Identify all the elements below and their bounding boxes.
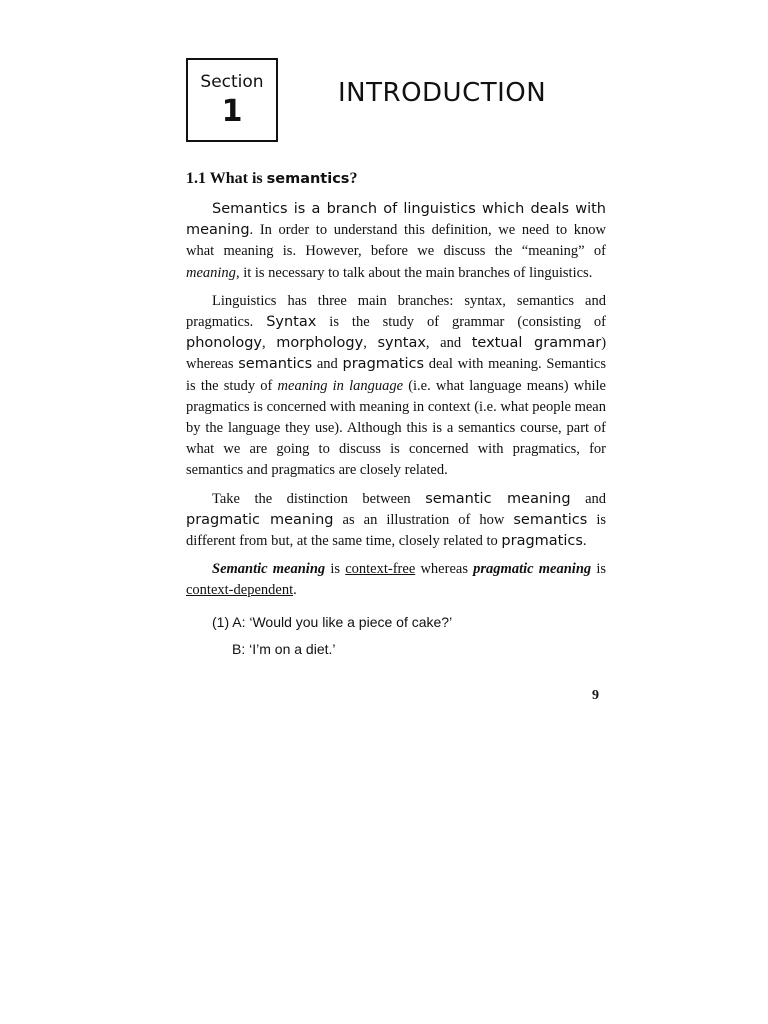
p2-text: and bbox=[312, 356, 343, 373]
p4-text: whereas bbox=[415, 561, 474, 578]
p2-italic: meaning in language bbox=[277, 377, 404, 394]
subheading-suffix: ? bbox=[349, 170, 358, 187]
p3-term-semantics: semantics bbox=[513, 511, 588, 528]
p4-underline: context-free bbox=[345, 561, 416, 578]
p2-text: ) whereas bbox=[186, 335, 607, 373]
paragraph-1 bbox=[186, 199, 606, 284]
p2-text: deal with meaning. Semantics is the study of bbox=[186, 356, 606, 394]
p1-text: . In order to understand this definition, we need to know what meaning is. However, before we discuss the “meaning” of bbox=[186, 222, 606, 260]
p1-italic: meaning bbox=[186, 264, 236, 281]
p4-text: is bbox=[325, 561, 346, 578]
p4-text: is bbox=[591, 561, 607, 578]
example-line-a: (1) A: ‘Would you like a piece of cake?’ bbox=[212, 613, 453, 630]
page-number: 9 bbox=[592, 688, 599, 703]
subheading-prefix: What is bbox=[209, 170, 263, 187]
p1-text-end: , it is necessary to talk about the main branches of linguistics. bbox=[235, 264, 593, 281]
p2-term-morphology: morphology bbox=[276, 335, 364, 352]
p2-text: , bbox=[363, 335, 378, 352]
p3-text: is different from but, at the same time, closely related to bbox=[186, 511, 606, 550]
p2-term-semantics: semantics bbox=[238, 356, 313, 373]
p2-term-phonology: phonology bbox=[186, 335, 263, 352]
paragraph-3 bbox=[186, 489, 606, 553]
subheading bbox=[186, 170, 357, 188]
p2-text-end: (i.e. what language means) while pragmatics is concerned with meaning in context (i.e. what people mean by the language they use). Although this is a semantics course, part of what we are going to discuss is concerned with pragmatics, for semantics and pragmatics are closely related. bbox=[186, 377, 606, 479]
p3-text: as an illustration of how bbox=[333, 511, 514, 528]
p1-definition: Semantics is a branch of linguistics which deals with meaning bbox=[186, 201, 606, 239]
section-box bbox=[186, 58, 278, 142]
body-text bbox=[186, 199, 606, 663]
p2-term-pragmatics: pragmatics bbox=[342, 356, 425, 373]
p4-text-end: . bbox=[293, 582, 297, 599]
section-label: Section bbox=[200, 72, 264, 92]
p2-text: , bbox=[262, 335, 277, 352]
paragraph-2 bbox=[186, 291, 606, 482]
p2-text: , and bbox=[425, 335, 472, 352]
p3-text: Take the distinction between bbox=[212, 490, 426, 507]
p4-underline-2: context-dependent bbox=[186, 582, 294, 599]
p2-text: Linguistics has three main branches: syntax, semantics and pragmatics. bbox=[186, 292, 606, 331]
p4-bold-italic-2: pragmatic meaning bbox=[473, 561, 592, 578]
p2-term-syntax: Syntax bbox=[266, 314, 317, 331]
p2-term-textual-grammar: textual grammar bbox=[471, 335, 602, 352]
subheading-number: 1.1 bbox=[186, 170, 206, 187]
p3-text-end: . bbox=[582, 533, 587, 550]
example-line-b: B: ‘I’m on a diet.’ bbox=[232, 640, 336, 657]
p3-term-pragmatic-meaning: pragmatic meaning bbox=[186, 511, 334, 528]
p2-text: is the study of grammar (consisting of bbox=[316, 314, 606, 331]
p3-text: and bbox=[570, 490, 607, 507]
page-title: INTRODUCTION bbox=[338, 78, 547, 108]
section-number: 1 bbox=[221, 94, 243, 129]
example-1 bbox=[212, 609, 606, 663]
p2-term-syntax-2: syntax bbox=[377, 335, 426, 352]
p3-term-pragmatics: pragmatics bbox=[501, 533, 583, 550]
p3-term-semantic-meaning: semantic meaning bbox=[425, 490, 571, 507]
paragraph-4 bbox=[186, 559, 606, 601]
p4-bold-italic: Semantic meaning bbox=[212, 561, 326, 578]
subheading-term: semantics bbox=[266, 171, 350, 187]
